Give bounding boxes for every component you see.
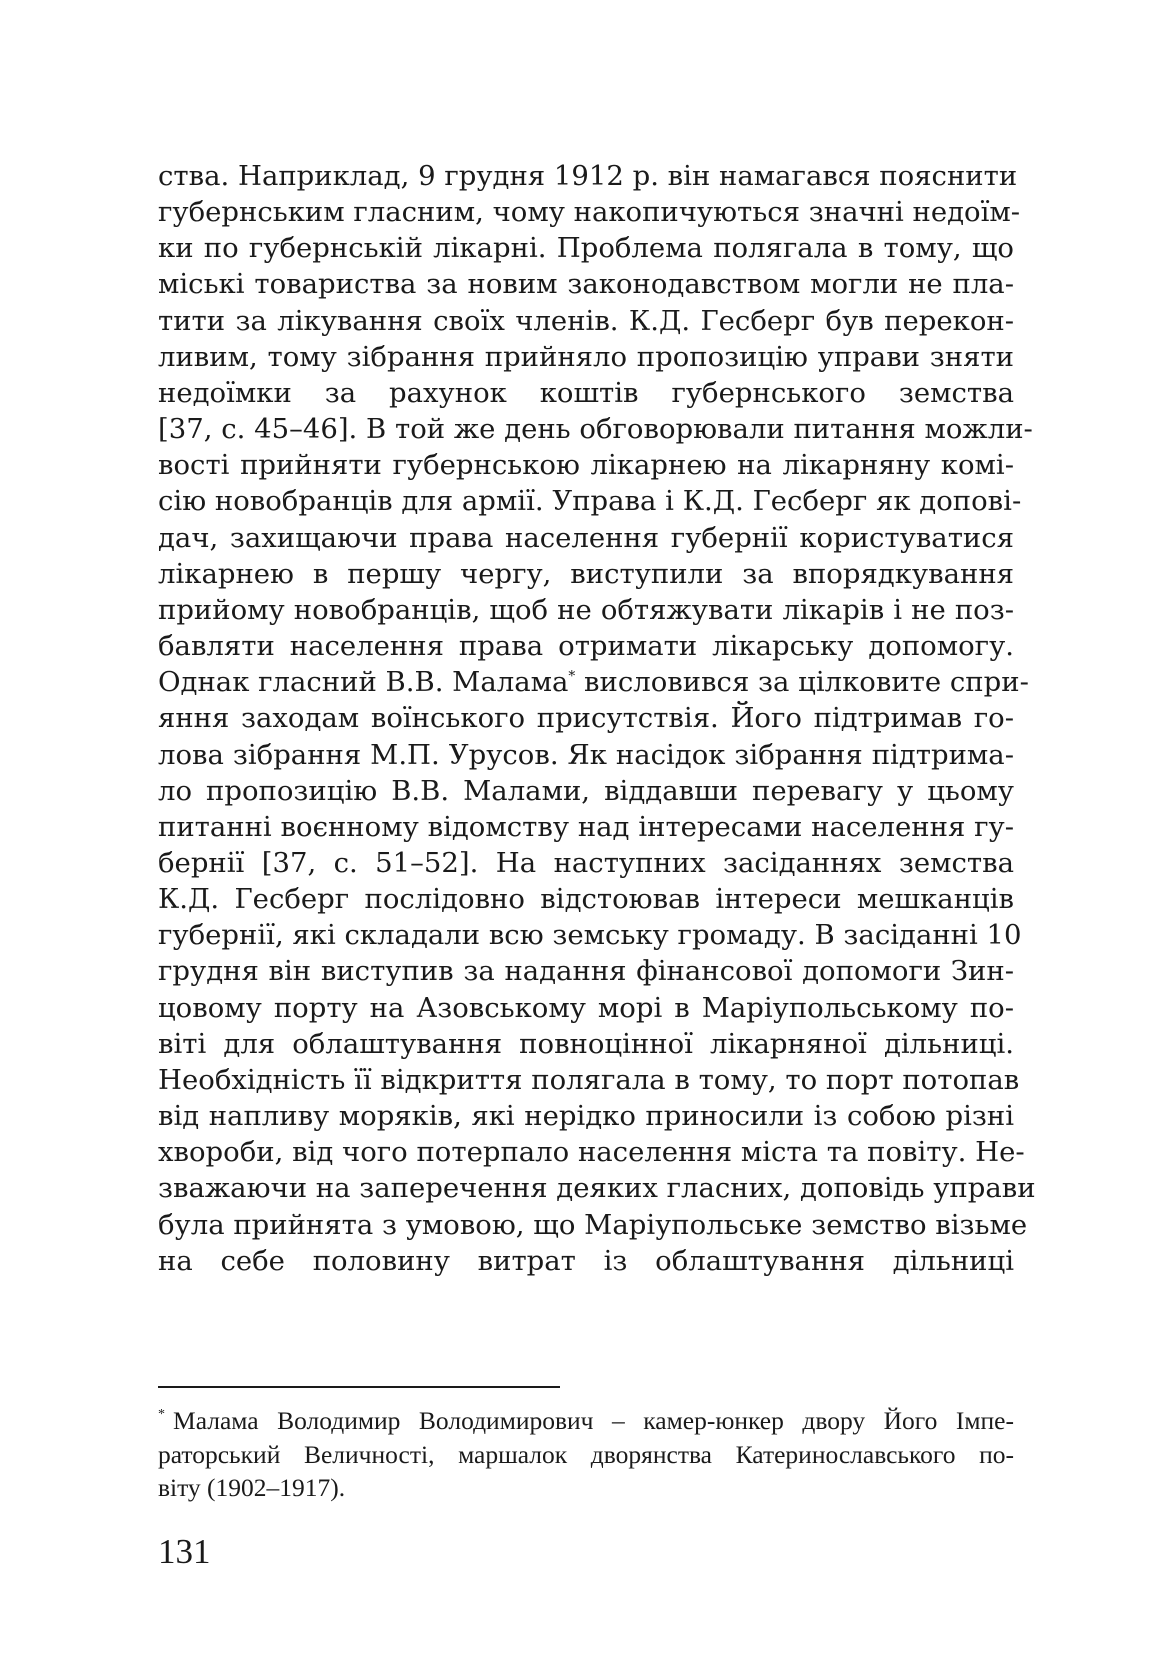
text-line: губернським гласним, чому накопичуються значні недоїм- (158, 196, 1021, 229)
text-line: хвороби, від чого потерпало населення міста та повіту. Не- (158, 1136, 1025, 1169)
text-line: ло пропозицію В.В. Малами, віддавши перевагу у цьому (158, 774, 1014, 807)
footnote-line: раторський Величності, маршалок дворянства Катеринославського по- (158, 1439, 1014, 1469)
text-line: ства. Наприклад, 9 грудня 1912 р. він намагався пояснити (158, 160, 1018, 192)
text-line: зважаючи на заперечення деяких гласних, доповідь управи (158, 1172, 1036, 1205)
text-line: ливим, тому зібрання прийняло пропозицію управи зняти (158, 340, 1014, 373)
text-line: лова зібрання М.П. Урусов. Як насідок зібрання підтрима- (158, 738, 1014, 771)
footnote (158, 1404, 1014, 1505)
footnote-text: Малама Володимир Володимирович – камер-юнкер двору Його Імпе- (173, 1406, 1014, 1435)
text-line: Необхідність її відкриття полягала в тому, то порт потопав (158, 1063, 1020, 1096)
body-text (158, 158, 1036, 1279)
page-number: 131 (158, 1532, 211, 1571)
text-line: дач, захищаючи права населення губернії користуватися (158, 521, 1014, 554)
footnote-reference-mark[interactable]: * (568, 668, 576, 685)
text-line: сію новобранців для армії. Управа і К.Д. Гесберг як доповi- (158, 485, 1022, 518)
text-line: вості прийняти губернською лікарнею на лікарняну комі- (158, 449, 1014, 482)
text-line: [37, с. 45–46]. В той же день обговорювали питання можли- (158, 413, 1033, 446)
text-line: ки по губернській лікарні. Проблема полягала в тому, що (158, 232, 1014, 265)
footnote-divider (158, 1386, 560, 1388)
text-line: тити за лікування своїх членів. К.Д. Гесберг був перекон- (158, 304, 1014, 337)
text-line-with-footnote-ref (158, 664, 1029, 700)
text-line: питанні воєнному відомству над інтересами населення гу- (158, 810, 1014, 843)
text-line: недоїмки за рахунок коштів губернського земства (158, 376, 1014, 409)
text-line: була прийнята з умовою, що Маріупольське земство візьме (158, 1208, 1028, 1241)
footnote-line (158, 1404, 1014, 1438)
text-line: на себе половину витрат із облаштування дільниці (158, 1244, 1014, 1277)
text-segment: висловився за цілковите спри- (575, 666, 1029, 699)
text-line: К.Д. Гесберг послідовно відстоював інтереси мешканців (158, 883, 1014, 916)
text-line: міські товариства за новим законодавством могли не пла- (158, 268, 1014, 301)
text-line: яння заходам воїнського присутствія. Його підтримав го- (158, 702, 1014, 735)
text-line: грудня він виступив за надання фінансової допомоги Зин- (158, 955, 1014, 988)
text-line: бавляти населення права отримати лікарську допомогу. (158, 630, 1014, 663)
text-line: від напливу моряків, які нерідко приносили із собою різні (158, 1100, 1014, 1133)
text-line: прийому новобранців, щоб не обтяжувати лікарів і не поз- (158, 593, 1014, 626)
text-segment: Однак гласний В.В. Малама (158, 666, 569, 699)
footnote-marker: * (158, 1407, 166, 1423)
text-line: віті для облаштування повноцінної лікарняної дільниці. (158, 1027, 1014, 1060)
footnote-line: віту (1902–1917). (158, 1473, 346, 1502)
text-line: лікарнею в першу чергу, виступили за впорядкування (158, 557, 1014, 590)
text-line: губернії, які складали всю земську громаду. В засіданні 10 (158, 919, 1022, 952)
text-line: цовому порту на Азовському морі в Маріупольському по- (158, 991, 1014, 1024)
text-line: бернії [37, с. 51–52]. На наступних засіданнях земства (158, 846, 1014, 879)
